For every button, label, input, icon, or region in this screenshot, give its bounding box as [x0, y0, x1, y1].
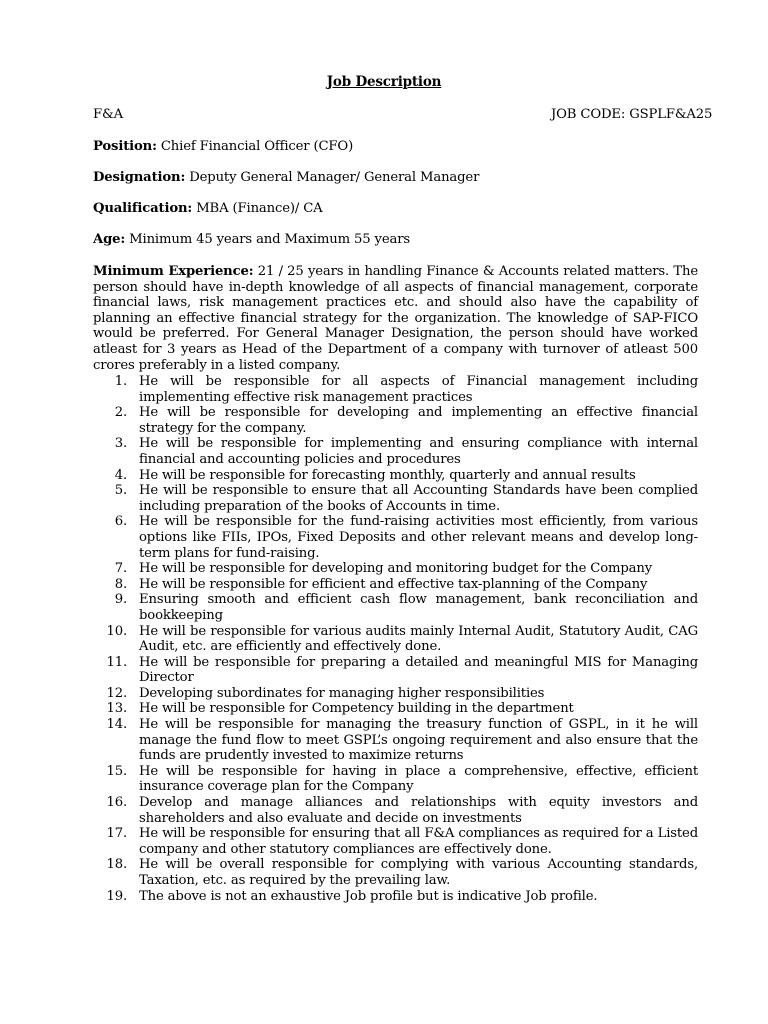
list-item-text: He will be overall responsible for complying with various Accounting standards, Taxation, etc. as required by the prevailing law. [139, 857, 698, 888]
list-item-number: 16. [106, 795, 127, 811]
list-item [93, 701, 698, 717]
list-item-number: 19. [106, 888, 127, 904]
age-field [93, 232, 698, 248]
list-item [93, 889, 698, 905]
list-item [93, 826, 698, 857]
department: F&A [93, 107, 123, 122]
list-item [93, 717, 698, 764]
list-item-text: He will be responsible for Competency building in the department [139, 701, 574, 717]
experience-value: 21 / 25 years in handling Finance & Accounts related matters. The person should have in-depth knowledge of all aspects of financial management, corporate financial laws, risk management practices etc. and should also have the capability of planning an effective financial strategy for the organization. The knowledge of SAP-FICO would be preferred. For General Manager Designation, the person should have worked atleast for 3 years as Head of the Department of a company with turnover of atleast 500 crores preferably in a listed company. [93, 264, 698, 373]
list-item-number: 5. [114, 483, 127, 499]
job-code: JOB CODE: GSPLF&A25 [551, 107, 713, 122]
list-item-number: 14. [106, 717, 127, 733]
list-item [93, 686, 698, 702]
designation-value: Deputy General Manager/ General Manager [185, 170, 480, 185]
list-item [93, 514, 698, 561]
responsibilities-list [93, 374, 698, 904]
designation-label: Designation: [93, 170, 186, 185]
list-item-text: He will be responsible for efficient and effective tax-planning of the Company [139, 576, 648, 592]
list-item [93, 795, 698, 826]
list-item [93, 561, 698, 577]
list-item-number: 10. [106, 623, 127, 639]
list-item [93, 483, 698, 514]
list-item-text: Develop and manage alliances and relationships with equity investors and shareholders and also evaluate and decide on investments [139, 795, 698, 826]
list-item-number: 2. [114, 405, 127, 421]
list-item-text: He will be responsible for having in place a comprehensive, effective, efficient insurance coverage plan for the Company [139, 763, 698, 795]
list-item [93, 468, 698, 484]
position-field [93, 139, 698, 155]
list-item-number: 13. [106, 701, 127, 717]
list-item [93, 577, 698, 593]
list-item-number: 1. [114, 374, 127, 389]
list-item [93, 436, 698, 467]
list-item-text: He will be responsible for managing the treasury function of GSPL, in it he will manage the fund flow to meet GSPL’s ongoing requirement and also ensure that the funds are prudently invested to maximize returns [139, 717, 698, 764]
age-label: Age: [93, 232, 126, 247]
experience-label: Minimum Experience: [93, 264, 254, 279]
list-item-number: 12. [106, 685, 127, 701]
experience-paragraph [93, 264, 698, 373]
list-item [93, 857, 698, 888]
list-item-text: He will be responsible for various audits mainly Internal Audit, Statutory Audit, CAG Audit, etc. are efficiently and effectively done. [139, 623, 698, 655]
list-item [93, 624, 698, 655]
age-value: Minimum 45 years and Maximum 55 years [125, 232, 410, 247]
designation-field [93, 170, 698, 186]
list-item-text: He will be responsible for forecasting monthly, quarterly and annual results [139, 467, 636, 483]
list-item-text: Developing subordinates for managing higher responsibilities [139, 685, 545, 701]
list-item-number: 9. [114, 592, 127, 608]
list-item-number: 11. [106, 654, 127, 670]
list-item-text: He will be responsible for implementing and ensuring compliance with internal financial and accounting policies and procedures [139, 436, 698, 467]
list-item-text: Ensuring smooth and efficient cash flow management, bank reconciliation and bookkeeping [139, 592, 698, 623]
list-item [93, 405, 698, 436]
list-item [93, 655, 698, 686]
list-item-number: 3. [114, 436, 127, 452]
list-item [93, 764, 698, 795]
position-label: Position: [93, 139, 157, 154]
qualification-field [93, 201, 698, 217]
list-item-text: He will be responsible for ensuring that all F&A compliances as required for a Listed company and other statutory compliances are effectively done. [139, 826, 698, 857]
list-item-text: He will be responsible for developing and monitoring budget for the Company [139, 561, 653, 577]
list-item-number: 18. [106, 857, 127, 873]
list-item-number: 4. [114, 467, 127, 483]
list-item [93, 592, 698, 623]
list-item [93, 374, 698, 405]
list-item-text: He will be responsible for the fund-raising activities most efficiently, from various options like FIIs, IPOs, Fixed Deposits and other relevant means and develop long-term plans for fund-raising. [139, 514, 698, 561]
document-title: Job Description [326, 74, 442, 90]
list-item-text: He will be responsible for all aspects of Financial management including implementing effective risk management practices [139, 374, 698, 405]
list-item-number: 15. [106, 763, 127, 779]
qualification-value: MBA (Finance)/ CA [192, 201, 323, 216]
list-item-number: 6. [114, 514, 127, 530]
position-value: Chief Financial Officer (CFO) [156, 139, 354, 154]
qualification-label: Qualification: [93, 201, 193, 216]
list-item-text: He will be responsible for developing and implementing an effective financial strategy for the company. [139, 405, 698, 436]
list-item-text: He will be responsible to ensure that all Accounting Standards have been complied including preparation of the books of Accounts in time. [139, 483, 698, 514]
list-item-number: 8. [114, 576, 127, 592]
list-item-number: 17. [106, 826, 127, 842]
list-item-number: 7. [114, 561, 127, 577]
list-item-text: He will be responsible for preparing a detailed and meaningful MIS for Managing Director [139, 654, 698, 686]
list-item-text: The above is not an exhaustive Job profile but is indicative Job profile. [139, 888, 598, 904]
